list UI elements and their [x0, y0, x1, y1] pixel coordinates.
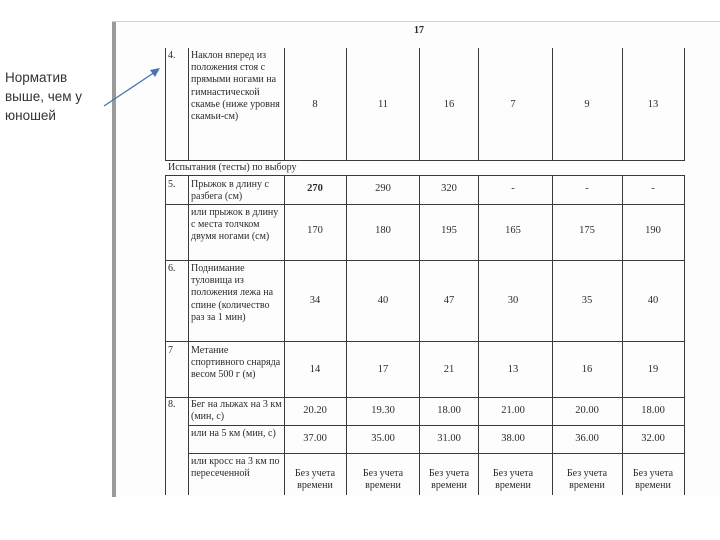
norm-value: 175 — [579, 225, 595, 236]
column-divider — [346, 48, 347, 160]
row-divider — [165, 341, 685, 342]
norm-value: 36.00 — [575, 433, 599, 444]
norm-value: 170 — [307, 225, 323, 236]
norm-value: 270 — [307, 183, 323, 194]
norm-value: 35.00 — [371, 433, 395, 444]
norm-value: 180 — [375, 225, 391, 236]
norm-value: 18.00 — [437, 405, 461, 416]
table-border-left — [165, 175, 166, 495]
row-number: 6. — [168, 263, 176, 274]
row-divider — [165, 160, 685, 161]
norm-value: 7 — [510, 99, 516, 110]
norm-value: Без учета времени — [566, 468, 608, 491]
row-divider — [188, 425, 685, 426]
row-divider — [165, 397, 685, 398]
norm-value: 21.00 — [501, 405, 525, 416]
norm-value: 30 — [507, 295, 519, 306]
exercise-label: или прыжок в длину с места толчком двумя ногами (см) — [191, 207, 279, 243]
page-number: 17 — [414, 25, 424, 36]
table-border-left — [165, 48, 166, 160]
norm-value: Без учета времени — [632, 468, 674, 491]
table-border-right — [684, 175, 685, 495]
column-divider — [346, 175, 347, 495]
norm-value: 13 — [507, 364, 519, 375]
table-border-right — [684, 48, 685, 160]
page-edge — [112, 21, 116, 497]
norm-value: 19.30 — [371, 405, 395, 416]
column-divider — [188, 175, 189, 495]
row-divider — [165, 175, 685, 176]
row-number: 5. — [168, 179, 176, 190]
norm-value: 11 — [377, 99, 389, 110]
norm-value: 18.00 — [641, 405, 665, 416]
row-number: 4. — [168, 50, 176, 61]
norm-value: 13 — [647, 99, 659, 110]
norm-value: 40 — [647, 295, 659, 306]
norm-value: 19 — [647, 364, 659, 375]
norm-value: - — [651, 183, 655, 194]
page-top-edge — [112, 21, 720, 22]
norm-value: Без учета времени — [294, 468, 336, 491]
norm-value: 35 — [581, 295, 593, 306]
row-divider — [188, 453, 685, 454]
norm-value: 31.00 — [437, 433, 461, 444]
exercise-label: или кросс на 3 км по пересеченной — [191, 456, 280, 480]
norm-value: 165 — [505, 225, 521, 236]
norm-value: 14 — [309, 364, 321, 375]
norm-value: 16 — [443, 99, 455, 110]
exercise-label: Прыжок в длину с разбега (см) — [191, 179, 269, 203]
row-divider — [165, 260, 685, 261]
norm-value: Без учета времени — [492, 468, 534, 491]
exercise-label: Бег на лыжах на 3 км (мин, с) — [191, 399, 282, 423]
exercise-label: Метание спортивного снаряда весом 500 г (м) — [191, 345, 281, 381]
norm-value: 8 — [312, 99, 318, 110]
norm-value: 20.00 — [575, 405, 599, 416]
norm-value: - — [511, 183, 515, 194]
column-divider — [188, 48, 189, 160]
column-divider — [478, 175, 479, 495]
norm-value: 190 — [645, 225, 661, 236]
norm-value: 16 — [581, 364, 593, 375]
column-divider — [552, 175, 553, 495]
exercise-label: или на 5 км (мин, с) — [191, 428, 276, 439]
norm-value: 195 — [441, 225, 457, 236]
norm-value: - — [585, 183, 589, 194]
norm-value: Без учета времени — [428, 468, 470, 491]
norm-value: 47 — [443, 295, 455, 306]
norm-value: 34 — [309, 295, 321, 306]
norm-value: 40 — [377, 295, 389, 306]
norm-value: 320 — [441, 183, 457, 194]
norm-value: 20.20 — [303, 405, 327, 416]
column-divider — [622, 175, 623, 495]
norm-value: 9 — [584, 99, 590, 110]
norm-value: 21 — [443, 364, 455, 375]
column-divider — [419, 175, 420, 495]
exercise-label: Поднимание туловища из положения лежа на спине (количество раз за 1 мин) — [191, 263, 274, 323]
optional-tests-header: Испытания (тесты) по выбору — [168, 162, 297, 173]
row-number: 8. — [168, 399, 176, 410]
row-divider — [165, 204, 685, 205]
norm-value: 38.00 — [501, 433, 525, 444]
row-number: 7 — [168, 345, 173, 356]
norm-value: 290 — [375, 183, 391, 194]
norm-value: 17 — [377, 364, 389, 375]
norm-value: 32.00 — [641, 433, 665, 444]
annotation-note: Норматив выше, чем у юношей — [5, 70, 83, 123]
column-divider — [552, 48, 553, 160]
column-divider — [284, 175, 285, 495]
norm-value: 37.00 — [303, 433, 327, 444]
exercise-label: Наклон вперед из положения стоя с прямыми ногами на гимнастической скамье (ниже уровня скамьи-см) — [191, 50, 280, 123]
norm-value: Без учета времени — [362, 468, 404, 491]
